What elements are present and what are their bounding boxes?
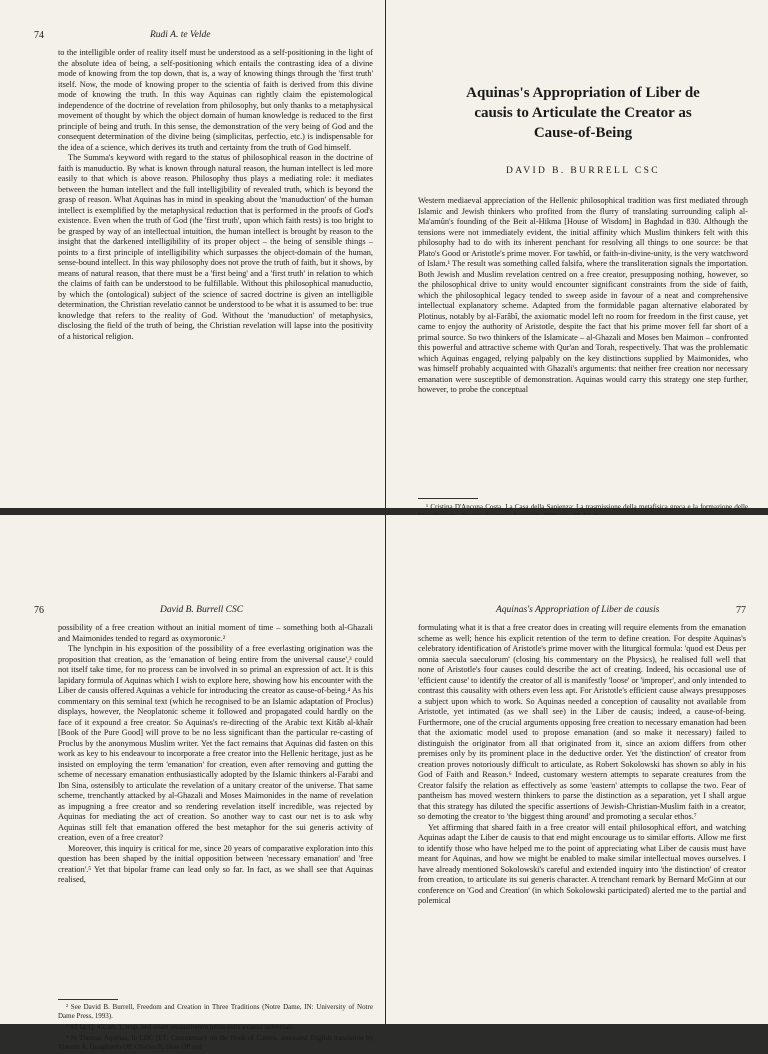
page-77 <box>386 515 768 1024</box>
body-text <box>58 623 373 886</box>
paragraph: Moreover, this inquiry is critical for me, since 20 years of comparative exploration into this question has been shaped by the initial opposition between 'necessary emanation' and 'free creation'.⁵ Yet that bipolar frame can lead only so far. In fact, as we shall see that Aquinas realised, <box>58 843 373 884</box>
paragraph: possibility of a free creation without an initial moment of time – something both al-Ghazali and Maimonides tended to regard as oxymoronic.² <box>58 623 373 643</box>
article-title <box>426 83 740 143</box>
body-text <box>418 196 748 396</box>
body-text <box>58 48 373 342</box>
paragraph: The lynchpin in his exposition of the possibility of a free everlasting origination was the proposition that creation, as the 'emanation of being entire from the universal cause',³ could not itself take time, for no process can be involved in so primal an expression of act. It is this lapidary formula of Aquinas which I wish to explore here, showing how his encounter with the Liber de causis offered Aquinas a vehicle for introducing the creator as cause-of-being.⁴ As his commentary on this seminal text (which he recognised to be an Islamic adaptation of Proclus) displays, however, the Neoplatonic scheme it followed and propagated could hardly on the face of it expound a free creator. So Aquinas's re-directing of the Arabic text Kitâb al-khaîr [Book of the Pure Good] will prove to be no less significant than the particular re-casting of Proclus by the anonymous Muslim writer. Yet the fact remains that Aquinas did fasten on this work as key to his endeavour to incorporate a free creator into the Hellenic heritage, just as he insisted on employing the term 'emanation' for creation, even after removing and gutting the scheme of necessary emanation enthusiastically adopted by the Islamic thinkers al-Farabi and Ibn Sina, ostensibly to articulate the revelation of a unitary creator of the universe. That same scheme, trenchantly attacked by al-Ghazali and Moses Maimonides in the name of revelation as impugning a free creator and so rendering revelation itself incredible, was rejected by Aquinas for mediating the act of creation. So another way to cast our net is to ask why Aquinas still felt that emanation offered the best metaphor for the sui generis activity of creation, even of a free creator? <box>58 644 373 842</box>
footnote-rule <box>58 999 118 1000</box>
paragraph: The Summa's keyword with regard to the status of philosophical reason in the doctrine of faith is manuductio. By what is known through natural reason, the human intellect is led more easily to that which is above reason. Philosophy thus plays a mediating role: it mediates between the human intellect and the full intelligibility of revealed truth, which is beyond the grasp of reason. What Aquinas has in mind in speaking about the 'manuduction' of the human intellect is exemplified by the metaphysical reduction that is performed in the proofs of God's existence. Even when the truth of God (the 'first truth', upon which faith rests) is too bright to be grasped by way of an intellectual intuition, the human intellect is brought by reason to the insight that the darkened intelligibility of its proper object – the being of sensible things – points to a first principle of intelligibility which surpasses the object-domain of the human, sense-bound intellect. In this way philosophy does not prove the truth of faith, but it shows, by means of natural reason, that there must be a 'first being' and a 'first truth' in relation to which the claims of faith can be understood to be fulfillable. Without this philosophical manuductio, by which the (ontological) subject of the science of sacred doctrine is given an intelligible determination, the Christian revelatio cannot be understood to be what it is assumed to be: true knowledge that refers to the reality of God. Without the 'manuduction' of metaphysics, disclosing the field of the truth of being, the Christian revelation will lapse into the positivity of a historical religion. <box>58 153 373 341</box>
paragraph: to the intelligible order of reality itself must be understood as a self-positioning in the light of the absolute idea of being, a self-positioning which entails the contrasting idea of a divine mode of knowing from the top down, that is, a way of knowing things through the 'first truth' itself. Now, the mode of knowing proper to the scientia of faith is derived from this divine mode of knowing the truth. In this way Aquinas can rightly claim the epistemological independence of the doctrine of revelation from philosophy, but only thanks to a metaphysical movement of thought by which the object domain of human knowledge is reduced to the first principle of being and truth. In this sense, the demonstration of the very being of God and the consequent determination of the divine being (simplicitas, perfectio, etc.) is indispensable for the idea of a science, which derives its truth and certainty from the truth of God himself. <box>58 48 373 152</box>
running-head: Aquinas's Appropriation of Liber de causis <box>496 605 660 615</box>
footnote: ⁴ St Thomas Aquinas, In LDC [ET: Commentary on the Book of Causes, annotated English translation by Vincent A. Guagliardo OP, Charles R. Hess OP and <box>58 1034 373 1051</box>
title-line-3: Cause-of-Being <box>533 125 633 141</box>
page-76 <box>0 515 385 1051</box>
running-head: Rudi A. te Velde <box>150 30 211 40</box>
title-line-2: causis to Articulate the Creator as <box>474 105 692 121</box>
page-number: 74 <box>34 30 44 41</box>
footnote-rule <box>418 498 478 499</box>
footnotes <box>58 1003 373 1054</box>
paragraph: Yet affirming that shared faith in a free creator will entail philosophical effort, and watching Aquinas adapt the Liber de causis to that end might encourage us to similar efforts. Allow me first to identify those who have helped me to the point of appreciating what Liber de causis must have meant for Aquinas, and how we might be enabled to make similar intellectual moves ourselves. I have already mentioned Sokolowski's careful and extended inquiry into 'the distinction' of creator from creation, to articulate its sui generis character. A trenchant remark by Bernard McGinn at our conference on 'God and Creation' (in which Sokolowski participated) alerted me to the partial and polemical <box>418 822 746 905</box>
paragraph: formulating what it is that a free creator does in creating will require elements from the emanation scheme as well; hence his explicit retention of the term to define creation. For despite Aquinas's celebratory identification of Aristotle's prime mover with the liturgical formula: 'quod est Deus per omnia saecula saeculorum' (closing his commentary on the Physics), he realised full well that none of Aristotle's four causes could describe the act of creating. Indeed, his occasional use of 'efficient cause' to identify the creator of all is manifestly 'loose' or 'improper', and only intended to contrast this causality with others even less apt. For Aristotle's efficient cause always presupposes a subject upon which to work. So Aquinas needed a conception of causality not available from Aristotle, yet intimated (as we shall see) in the Liber de causis; indeed, a cause-of-being. Furthermore, one of the crucial arguments opposing free creation to necessary emanation had been that the axiomatic model used to propose emanation (and so make it necessary) failed to distinguish the originator from all that originated from it, since an axiom differs from other premises only by its prominent place in the deductive order. Yet 'the distinction' of creator from creation proves notoriously difficult to articulate, as Robert Sokolowski has shown so ably in his God of Faith and Reason.⁶ Indeed, customary western attempts to separate creatures from the Creator falsify the relation as effectively as some 'eastern' attempts to collapse the two. Fear of pantheism has moved western thinkers to parse the distinction as a separation, yet I shall argue that this strategy has diluted the specific assertions of Jewish-Christian-Muslim faith in a creator, so demoting the creator to 'the biggest thing around' and promoting a secular ethos.⁷ <box>418 623 746 821</box>
page-75 <box>386 0 768 511</box>
page-74 <box>0 0 385 508</box>
title-line-1: Aquinas's Appropriation of Liber de <box>466 85 700 101</box>
author-name: DAVID B. BURRELL CSC <box>505 166 661 176</box>
body-text <box>418 623 746 907</box>
footnote: ³ ST Ia, Q. 45, art. 1, resp. 'sed etiam emanationem totius entis a causa universali'. <box>66 1023 295 1031</box>
page-number: 76 <box>34 605 44 616</box>
footnote: ² See David B. Burrell, Freedom and Creation in Three Traditions (Notre Dame, IN: University of Notre Dame Press, 1993). <box>58 1003 373 1020</box>
page-number: 77 <box>736 605 746 616</box>
running-head: David B. Burrell CSC <box>160 605 244 615</box>
footnote: ¹ Cristina D'Ancona Costa, La Casa della Sapienza: La trasmissione della metafisica greca e la formazione delle <box>426 503 748 511</box>
paragraph: Western mediaeval appreciation of the Hellenic philosophical tradition was first mediated through Islamic and Jewish thinkers who profited from the flurry of translating surrounding caliph al-Ma'amûn's founding of the Beit al-Hikma [House of Wisdom] in Baghdad in 830. Although the tensions were not immediately evident, the initial affinity which Muslim thinkers felt with this philosophy had to do with its inherent penchant for resolving all things to one source: be that Plato's Good or Aristotle's prime mover. For tawhîd, or faith-in-divine-unity, is the very watchword of Islam.¹ The result was something called falsifa, where the transliteration signals the importation. Both Jewish and Muslim revelation centred on a free creator, presupposing nothing, however, so the philosophical drive to unity would encounter significant constraints from the side of faith, which the philosophical legacy tended to sweep aside in favour of a neat and comprehensive intellectual explanatory scheme. Adapted from the formidable pagan alternative elaborated by Plotinus, notably by al-Farâbî, the axiomatic model left no room for freedom in the first cause, yet came to enjoy the authority of Aristotle, despite the fact that his prime mover fell far short of a primal source. So two thinkers of the Islamicate – al-Ghazali and Moses ben Maimon – confronted this powerful and attractive scheme with Qur'an and Torah, respectively. That was the problematic which Aquinas engaged, relying palpably on the key distinctions supplied by Maimonides, who was himself probably acquainted with Ghazali's arguments: that neither free creation nor necessary emanation were susceptible of demonstration. Aquinas would carry this strategy one step further, however, to probe the conceptual <box>418 196 748 394</box>
